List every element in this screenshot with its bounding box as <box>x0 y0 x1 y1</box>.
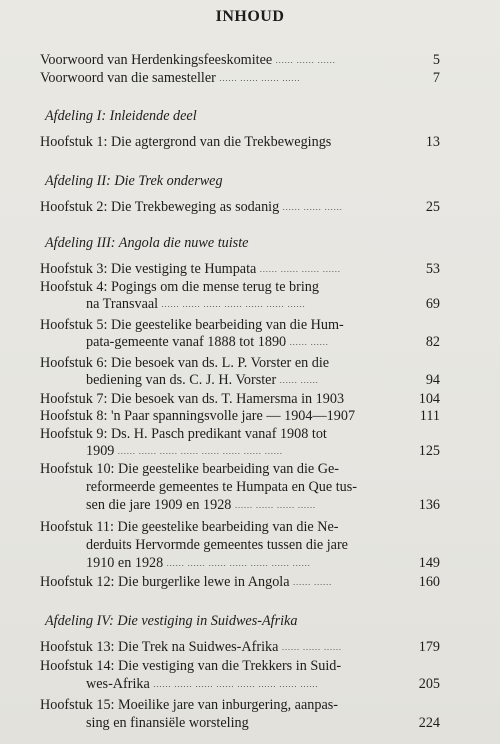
toc-entry-text: Hoofstuk 15: Moeilike jare van inburgering, aanpas- <box>40 697 338 713</box>
section-heading: Afdeling I: Inleidende deel <box>45 108 197 124</box>
toc-entry <box>40 199 440 216</box>
leader-dots: ...... ...... <box>289 338 329 348</box>
page-number: 160 <box>418 574 440 590</box>
leader-dots: ...... ...... ...... ...... ...... ...... ...... <box>166 559 311 569</box>
toc-entry-text: Hoofstuk 2: Die Trekbeweging as sodanig <box>40 199 280 215</box>
toc-entry-continuation <box>86 443 440 460</box>
page-number: 53 <box>425 261 440 277</box>
page-number: 13 <box>425 134 440 150</box>
toc-entry-continuation <box>86 537 440 554</box>
toc-entry <box>40 574 440 591</box>
toc-entry <box>40 658 440 675</box>
toc-entry <box>40 519 440 536</box>
toc-entry-text: Hoofstuk 9: Ds. H. Pasch predikant vanaf 1908 tot <box>40 426 327 442</box>
toc-entry <box>40 461 440 478</box>
page-number: 94 <box>425 372 440 388</box>
leader-dots: ...... ...... ...... <box>282 203 343 213</box>
page-number: 149 <box>418 555 440 571</box>
section-heading: Afdeling II: Die Trek onderweg <box>45 173 223 189</box>
toc-entry <box>40 279 440 296</box>
toc-entry-text: derduits Hervormde gemeentes tussen die jare <box>86 537 348 553</box>
page-number: 136 <box>418 497 440 513</box>
leader-dots: ...... ...... <box>293 578 333 588</box>
page-number: 25 <box>425 199 440 215</box>
page-title: INHOUD <box>215 8 285 25</box>
leader-dots: ...... ...... ...... ...... ...... ...... ...... ...... <box>153 680 319 690</box>
toc-entry-text: wes-Afrika <box>86 676 150 692</box>
page-number: 179 <box>418 639 440 655</box>
page-number: 82 <box>425 334 440 350</box>
toc-entry-text: bediening van ds. C. J. H. Vorster <box>86 372 277 388</box>
toc-entry <box>40 355 440 372</box>
leader-dots: ...... ...... ...... ...... <box>259 265 341 275</box>
toc-entry <box>40 134 440 151</box>
toc-entry-continuation <box>86 372 440 389</box>
toc-entry-text: sing en finansiële worsteling <box>86 715 249 731</box>
toc-entry-continuation <box>86 479 440 496</box>
toc-entry-text: Hoofstuk 1: Die agtergrond van die Trekbewegings <box>40 134 332 150</box>
leader-dots: ...... ...... ...... ...... ...... ...... ...... ...... <box>117 447 283 457</box>
toc-entry <box>40 408 440 425</box>
toc-entry <box>40 52 440 69</box>
toc-entry-text: 1909 <box>86 443 115 459</box>
toc-entry-text: Hoofstuk 6: Die besoek van ds. L. P. Vorster en die <box>40 355 330 371</box>
toc-entry-text: Voorwoord van die samesteller <box>40 70 216 86</box>
page-number: 69 <box>425 296 440 312</box>
page-number: 224 <box>418 715 440 731</box>
toc-entry-text: reformeerde gemeentes te Humpata en Que tus- <box>86 479 358 495</box>
leader-dots: ...... ...... <box>279 376 319 386</box>
toc-entry-text: Hoofstuk 14: Die vestiging van die Trekkers in Suid- <box>40 658 342 674</box>
toc-entry-continuation <box>86 715 440 732</box>
toc-entry-text: Hoofstuk 7: Die besoek van ds. T. Hamersma in 1903 <box>40 391 345 407</box>
toc-entry <box>40 697 440 714</box>
toc-entry-continuation <box>86 497 440 514</box>
toc-entry-text: 1910 en 1928 <box>86 555 164 571</box>
toc-entry <box>40 317 440 334</box>
toc-entry-continuation <box>86 555 440 572</box>
toc-entry-text: Voorwoord van Herdenkingsfeeskomitee <box>40 52 273 68</box>
toc-entry-text: pata-gemeente vanaf 1888 tot 1890 <box>86 334 287 350</box>
toc-entry-text: Hoofstuk 8: 'n Paar spanningsvolle jare — 1904—1907 <box>40 408 356 424</box>
toc-entry-text: sen die jare 1909 en 1928 <box>86 497 232 513</box>
page-number: 205 <box>418 676 440 692</box>
leader-dots: ...... ...... ...... ...... ...... ...... ...... <box>161 300 306 310</box>
toc-entry-continuation <box>86 334 440 351</box>
section-heading: Afdeling IV: Die vestiging in Suidwes-Afrika <box>45 613 298 629</box>
toc-entry-text: na Transvaal <box>86 296 159 312</box>
leader-dots: ...... ...... ...... <box>281 643 342 653</box>
page-number: 111 <box>419 408 440 424</box>
toc-entry <box>40 70 440 87</box>
toc-entry-text: Hoofstuk 12: Die burgerlike lewe in Angola <box>40 574 290 590</box>
page-number: 5 <box>432 52 440 68</box>
page-number: 7 <box>432 70 440 86</box>
toc-entry-text: Hoofstuk 3: Die vestiging te Humpata <box>40 261 257 277</box>
page-number: 125 <box>418 443 440 459</box>
leader-dots: ...... ...... ...... <box>275 56 336 66</box>
toc-entry-text: Hoofstuk 13: Die Trek na Suidwes-Afrika <box>40 639 279 655</box>
toc-entry <box>40 639 440 656</box>
toc-entry-text: Hoofstuk 10: Die geestelike bearbeiding van die Ge- <box>40 461 340 477</box>
toc-entry <box>40 261 440 278</box>
toc-entry <box>40 426 440 443</box>
leader-dots: ...... ...... ...... ...... <box>234 501 316 511</box>
toc-entry-continuation <box>86 296 440 313</box>
leader-dots: ...... ...... ...... ...... <box>219 74 301 84</box>
toc-entry-text: Hoofstuk 4: Pogings om die mense terug te bring <box>40 279 319 295</box>
toc-entry-continuation <box>86 676 440 693</box>
toc-entry <box>40 391 440 408</box>
section-heading: Afdeling III: Angola die nuwe tuiste <box>45 235 249 251</box>
toc-entry-text: Hoofstuk 5: Die geestelike bearbeiding van die Hum- <box>40 317 344 333</box>
toc-entry-text: Hoofstuk 11: Die geestelike bearbeiding van die Ne- <box>40 519 339 535</box>
page-number: 104 <box>418 391 440 407</box>
